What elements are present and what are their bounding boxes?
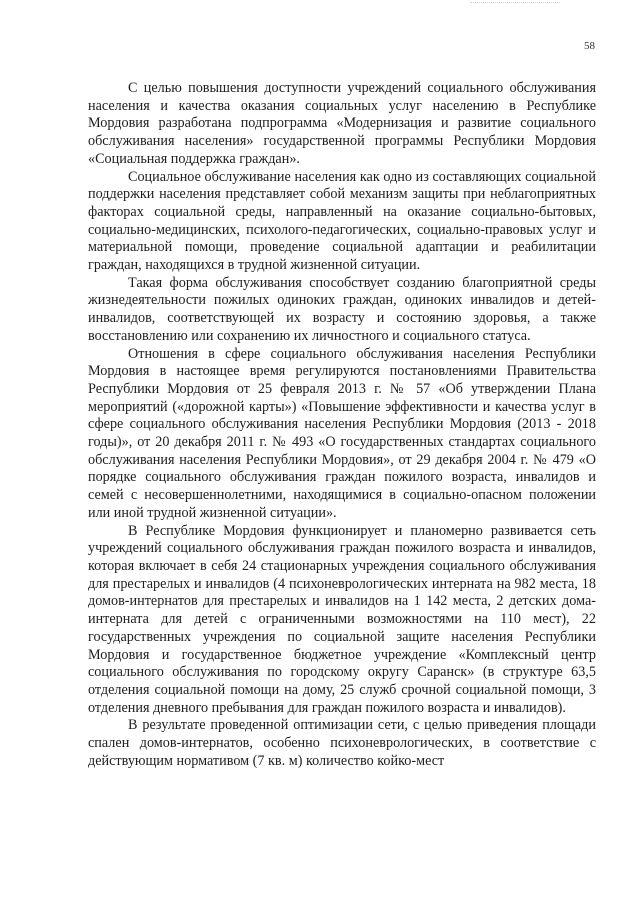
document-body	[88, 80, 596, 770]
paragraph: Социальное обслуживание населения как одно из составляющих социальной поддержки населения представляет собой механизм защиты при неблагоприятных факторах социальной среды, направленный на оказание социально-бытовых, социально-медицинских, психолого-педагогических, социально-правовых услуг и материальной помощи, проведение социальной адаптации и реабилитации граждан, находящихся в трудной жизненной ситуации.	[88, 168, 596, 274]
page-number: 58	[584, 40, 595, 52]
scan-artifact	[470, 2, 560, 9]
paragraph: В результате проведенной оптимизации сети, с целью приведения площади спален домов-интернатов, особенно психоневрологических, в соответствие с действующим нормативом (7 кв. м) количество койко-мест	[88, 717, 596, 769]
paragraph: Такая форма обслуживания способствует созданию благоприятной среды жизнедеятельности пожилых одиноких граждан, одиноких инвалидов и детей-инвалидов, соответствующей их возрасту и состоянию здоровья, а также восстановлению или сохранению их личностного и социального статуса.	[88, 274, 596, 344]
paragraph: В Республике Мордовия функционирует и планомерно развивается сеть учреждений социального обслуживания граждан пожилого возраста и инвалидов, которая включает в себя 24 стационарных учреждения социального обслуживания для престарелых и инвалидов (4 психоневрологических интерната на 982 места, 18 домов-интернатов для престарелых и инвалидов на 1 142 места, 2 детских дома-интерната для детей с ограниченными возможностями на 110 мест), 22 государственных учреждения по социальной защите населения Республики Мордовия и государственное бюджетное учреждение «Комплексный центр социального обслуживания по городскому округу Саранск» (в структуре 63,5 отделения социальной помощи на дому, 25 служб срочной социальной помощи, 3 отделения дневного пребывания для граждан пожилого возраста и инвалидов).	[88, 522, 596, 716]
paragraph: С целью повышения доступности учреждений социального обслуживания населения и качества оказания социальных услуг населению в Республике Мордовия разработана подпрограмма «Модернизация и развитие социального обслуживания населения» государственной программы Республики Мордовия «Социальная поддержка граждан».	[88, 80, 596, 167]
paragraph: Отношения в сфере социального обслуживания населения Республики Мордовия в настоящее время регулируются постановлениями Правительства Республики Мордовия от 25 февраля 2013 г. № 57 «Об утверждении Плана мероприятий («дорожной карты») «Повышение эффективности и качества услуг в сфере социального обслуживания населения Республики Мордовия (2013 - 2018 годы)», от 20 декабря 2011 г. № 493 «О государственных стандартах социального обслуживания населения Республики Мордовия», от 29 декабря 2004 г. № 479 «О порядке социального обслуживания граждан пожилого возраста, инвалидов и семей с несовершеннолетними, находящимися в социально-опасном положении или иной трудной жизненной ситуации».	[88, 345, 596, 521]
